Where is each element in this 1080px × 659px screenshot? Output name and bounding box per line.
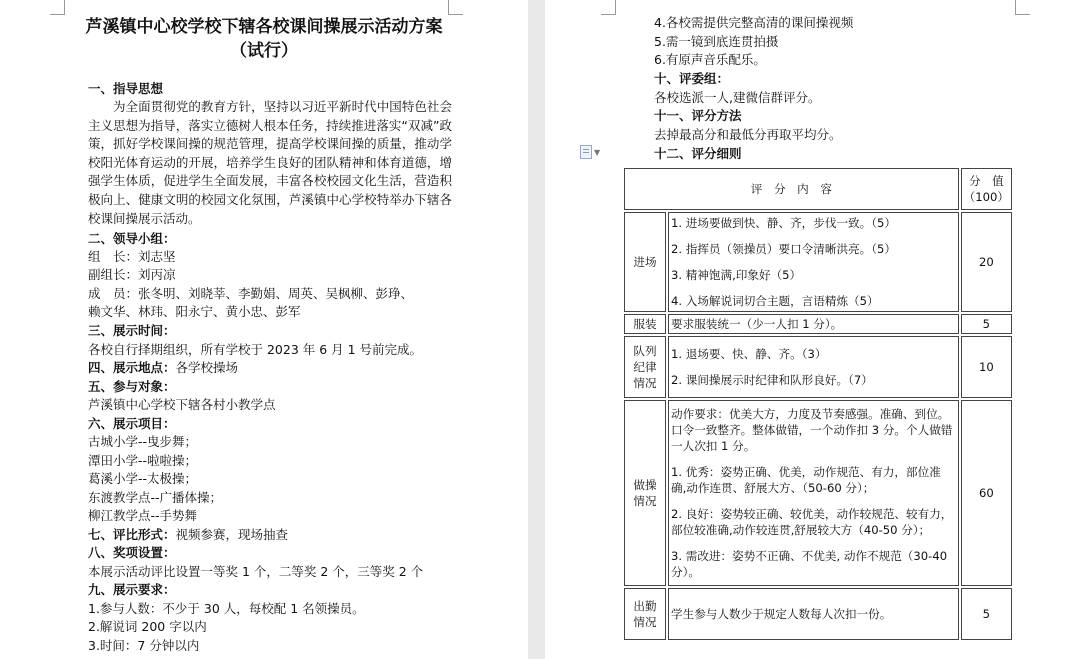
scoring-table [622, 166, 1014, 642]
category-label: 服装 [633, 317, 657, 331]
table-header-row [624, 168, 1012, 210]
score-header-line: （100） [963, 190, 1009, 204]
score-cell: 20 [961, 212, 1012, 312]
section-heading: 十一、评分方法 [654, 108, 742, 123]
leader-line: 组 长：刘志坚 [88, 249, 176, 264]
score-cell: 10 [961, 336, 1012, 398]
table-header-content: 评 分 内 容 [624, 168, 959, 210]
section-heading: 九、展示要求： [88, 582, 176, 597]
section-text: 各校选派一人,建微信群评分。 [654, 90, 821, 105]
category-label: 情况 [633, 494, 657, 508]
section-heading: 五、参与对象： [88, 379, 176, 394]
requirement-line: 2.解说词 200 字以内 [88, 619, 207, 634]
section-heading: 四、展示地点： [88, 360, 176, 375]
category-label: 出勤 [633, 599, 657, 613]
table-row [624, 212, 1012, 312]
score-cell: 5 [961, 588, 1012, 640]
criteria-cell [668, 400, 959, 586]
project-line: 葛溪小学--太极操； [88, 471, 198, 486]
criteria-item: 要求服装统一（少一人扣 1 分）。 [671, 317, 843, 331]
requirement-line: 3.时间：7 分钟以内 [88, 638, 200, 653]
criteria-cell [668, 212, 959, 312]
category-label: 情况 [633, 615, 657, 629]
section-text: 各校自行择期组织，所有学校于 2023 年 6 月 1 号前完成。 [88, 342, 423, 357]
criteria-item: 动作要求：优美大方，力度及节奏感强。准确、到位。口令一致整齐。整体做错，一个动作扣 3 分。个人做错一人次扣 1 分。 [671, 407, 953, 453]
criteria-item: 4. 入场解说词切合主题，言语精炼（5） [671, 294, 879, 308]
section-line [88, 359, 238, 377]
category-label: 队列 [633, 344, 657, 358]
document-page-left [0, 0, 528, 659]
category-label: 纪律 [633, 360, 657, 374]
section-value: 视频参赛，现场抽查 [175, 527, 289, 542]
page-corner-mark [601, 0, 616, 15]
score-cell: 5 [961, 314, 1012, 334]
project-line: 柳江教学点--手势舞 [88, 508, 198, 523]
guiding-ideology-paragraph: 为全面贯彻党的教育方针，坚持以习近平新时代中国特色社会主义思想为指导，落实立德树人根本任务，持续推进落实“双减”政策，抓好学校课间操的规范管理，提高学校课间操的质量，推动学校阳光体育运动的开展，培养学生良好的团队精神和体育道德，增强学生体质，促进学生全面发展，丰富各校校园文化生活，营造积极向上、健康文明的校园文化氛围，芦溪镇中心学校特举办下辖各校课间操展示活动。 [88, 99, 452, 226]
category-cell [624, 400, 666, 586]
table-row [624, 314, 1012, 334]
section-heading: 三、展示时间： [88, 323, 176, 338]
paste-options-icon[interactable] [580, 145, 592, 159]
section-text: 芦溪镇中心学校下辖各村小教学点 [88, 397, 276, 412]
criteria-cell [668, 588, 959, 640]
chevron-down-icon[interactable]: ▼ [594, 148, 601, 157]
category-cell [624, 314, 666, 334]
criteria-cell [668, 336, 959, 398]
requirement-line: 6.有原声音乐配乐。 [654, 52, 766, 67]
leader-line: 成 员：张冬明、刘晓莘、李勤娟、周英、吴枫柳、彭琤、 [88, 286, 414, 301]
project-line: 古城小学--曳步舞； [88, 434, 198, 449]
section-heading: 二、领导小组： [88, 231, 176, 246]
category-label: 做操 [633, 478, 657, 492]
score-header-line: 分 值 [968, 174, 1004, 188]
criteria-item: 3. 精神饱满,印象好（5） [671, 268, 802, 282]
section-heading: 八、奖项设置： [88, 545, 176, 560]
project-line: 东渡教学点--广播体操； [88, 490, 223, 505]
category-cell [624, 336, 666, 398]
criteria-item: 2. 良好：姿势较正确、较优美，动作较规范、较有力，部位较准确,动作较连贯,舒展较大方（40-50 分）； [671, 507, 953, 537]
section-heading: 六、展示项目： [88, 416, 176, 431]
page-corner-mark [1015, 0, 1030, 15]
section-line [88, 526, 288, 544]
section-heading: 一、指导思想 [88, 81, 164, 96]
criteria-item: 1. 进场要做到快、静、齐，步伐一致。（5） [671, 216, 897, 230]
category-label: 情况 [633, 376, 657, 390]
criteria-item: 1. 退场要、快、静、齐。（3） [671, 347, 827, 361]
table-row [624, 588, 1012, 640]
section-text: 本展示活动评比设置一等奖 1 个，二等奖 2 个，三等奖 2 个 [88, 564, 424, 579]
category-cell [624, 212, 666, 312]
leader-line: 副组长：刘丙凉 [88, 267, 176, 282]
section-heading: 十二、评分细则 [654, 146, 742, 161]
section-value: 各学校操场 [175, 360, 239, 375]
table-row [624, 336, 1012, 398]
criteria-item: 3. 需改进：姿势不正确、不优美, 动作不规范（30-40 分）。 [671, 549, 948, 579]
criteria-item: 2. 课间操展示时纪律和队形良好。（7） [671, 373, 873, 387]
section-text: 去掉最高分和最低分再取平均分。 [654, 127, 842, 142]
document-subtitle: （试行） [230, 41, 298, 61]
document-title: 芦溪镇中心校学校下辖各校课间操展示活动方案 [85, 17, 443, 37]
leader-line: 赖文华、林玮、阳永宁、黄小忠、彭军 [88, 304, 301, 319]
criteria-item: 1. 优秀：姿势正确、优美，动作规范、有力，部位准确,动作连贯、舒展大方、（50-60 分）； [671, 465, 941, 495]
section-heading: 七、评比形式： [88, 527, 176, 542]
criteria-item: 2. 指挥员（领操员）要口令清晰洪亮。（5） [671, 242, 897, 256]
score-cell: 60 [961, 400, 1012, 586]
requirement-line: 1.参与人数：不少于 30 人，每校配 1 名领操员。 [88, 601, 365, 616]
requirement-line: 5.需一镜到底连贯拍摄 [654, 34, 779, 49]
category-label: 进场 [633, 255, 657, 269]
project-line: 潭田小学--啦啦操； [88, 453, 198, 468]
table-header-score [961, 168, 1012, 210]
table-row [624, 400, 1012, 586]
requirement-line: 4.各校需提供完整高清的课间操视频 [654, 15, 854, 30]
criteria-cell [668, 314, 959, 334]
criteria-item: 学生参与人数少于规定人数每人次扣一份。 [671, 607, 892, 621]
section-heading: 十、评委组： [654, 71, 730, 86]
category-cell [624, 588, 666, 640]
